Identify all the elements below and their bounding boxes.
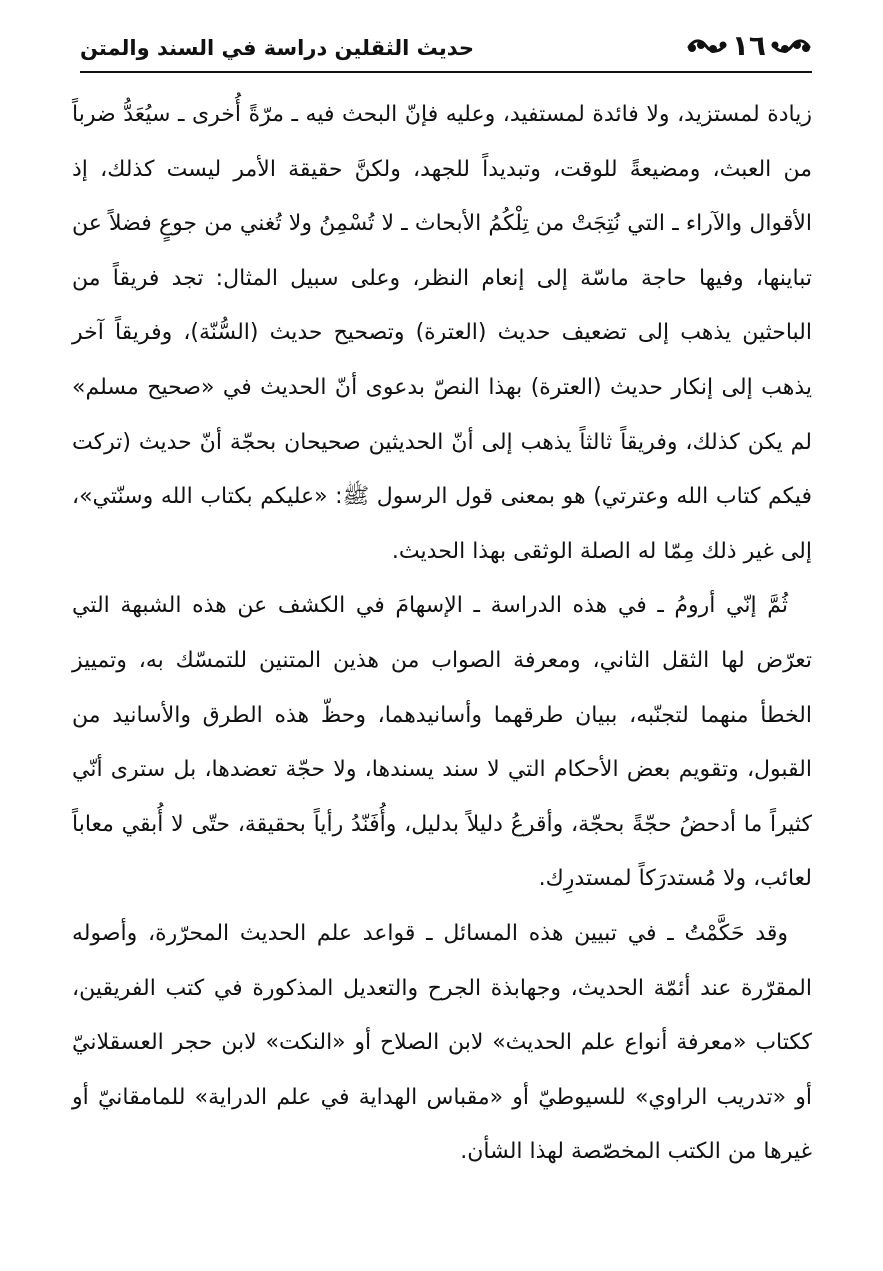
body-text: [72, 88, 812, 1180]
paragraph-3: وقد حَكَّمْتُ ـ في تبيين هذه المسائل ـ قواعد علم الحديث المحرّرة، وأصوله المقرّرة عند أئمّة الحديث، وجهابذة الجرح والتعديل المذكورة في كتب الفريقين، ككتاب «معرفة أنواع علم الحديث» لابن الصلاح أو «النكت» لابن حجر العسقلانيّ أو «تدريب الراوي» للسيوطيّ أو «مقباس الهداية في علم الدراية» للمامقانيّ أو غيرها من الكتب المخصّصة لهذا الشأن.: [72, 920, 812, 1165]
page-number: ١٦: [731, 29, 766, 62]
running-title: حديث الثقلين دراسة في السند والمتن: [80, 36, 475, 60]
left-ornament-icon: [686, 36, 728, 56]
page-number-ornament-group: [686, 29, 812, 62]
paragraph-2: ثُمَّ إنّي أرومُ ـ في هذه الدراسة ـ الإسهامَ في الكشف عن هذه الشبهة التي تعرّض لها الثقل الثاني، ومعرفة الصواب من هذين المتنين للتمسّك به، وتمييز الخطأ منهما لتجنّبه، ببيان طرقهما وأسانيدهما، وحظّ هذه الطرق والأسانيد من القبول، وتقويم بعض الأحكام التي لا سند يسندها، ولا حجّة تعضدها، بل سترى أنّي كثيراً ما أدحضُ حجّةً بحجّة، وأقرعُ دليلاً بدليل، وأُفَنّدُ رأياً بحقيقة، حتّى لا أُبقي معاباً لعائب، ولا مُستدرَكاً لمستدرِك.: [72, 593, 812, 892]
header-rule: [80, 71, 812, 73]
book-page: [72, 30, 812, 1250]
page-header: [72, 30, 812, 76]
right-ornament-icon: [770, 36, 812, 56]
paragraph-1: زيادة لمستزيد، ولا فائدة لمستفيد، وعليه فإنّ البحث فيه ـ مرّةً أُخرى ـ سيُعَدُّ ضرباً من العبث، ومضيعةً للوقت، وتبديداً للجهد، ولكنَّ حقيقة الأمر ليست كذلك، إذ الأقوال والآراء ـ التي نُتِجَتْ من تِلْكُمُ الأبحاث ـ لا تُسْمِنُ ولا تُغني من جوعٍ فضلاً عن تباينها، وفيها حاجة ماسّة إلى إنعام النظر، وعلى سبيل المثال: تجد فريقاً من الباحثين يذهب إلى تضعيف حديث (العترة) وتصحيح حديث (السُّنّة)، وفريقاً آخر يذهب إلى إنكار حديث (العترة) بهذا النصّ بدعوى أنّ الحديث في «صحيح مسلم» لم يكن كذلك، وفريقاً ثالثاً يذهب إلى أنّ الحديثين صحيحان بحجّة أنّ حديث (تركت فيكم كتاب الله وعترتي) هو بمعنى قول الرسول ﷺ: «عليكم بكتاب الله وسنّتي»، إلى غير ذلك مِمّا له الصلة الوثقى بهذا الحديث.: [72, 102, 812, 564]
